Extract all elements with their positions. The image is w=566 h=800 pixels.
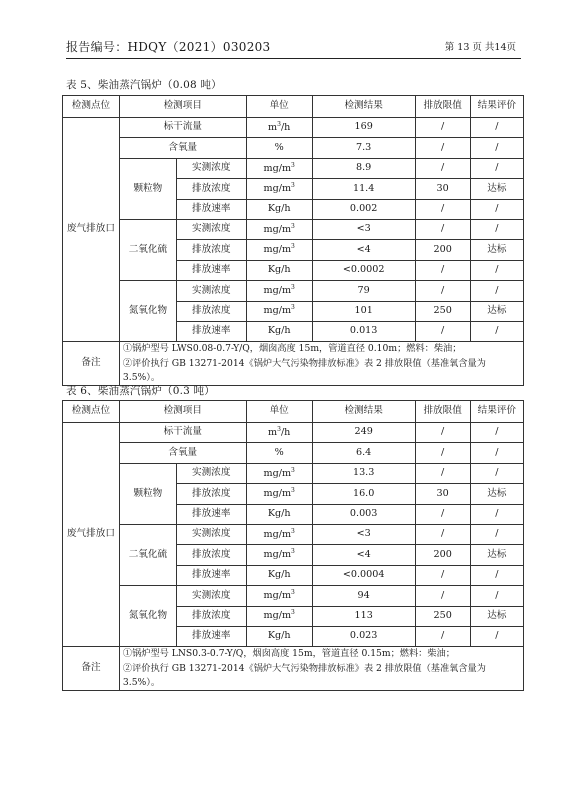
emission-table (62, 400, 524, 691)
limit-cell: / (415, 504, 470, 524)
item-emission-conc: 排放浓度 (176, 606, 246, 626)
eval-cell: 达标 (470, 179, 523, 199)
group-so2: 二氧化硫 (119, 219, 176, 280)
result-cell: <4 (312, 240, 415, 260)
item-measured: 实测浓度 (176, 158, 246, 178)
limit-cell: / (415, 138, 470, 158)
unit-superscript: 3 (291, 589, 295, 597)
result-cell: 13.3 (312, 463, 415, 483)
result-cell: 11.4 (312, 179, 415, 199)
unit-cell (246, 545, 312, 565)
unit-cell (246, 281, 312, 301)
page-header (66, 38, 516, 54)
limit-cell: / (415, 626, 470, 646)
unit-superscript: 3 (291, 243, 295, 251)
item-emission-rate: 排放速率 (176, 504, 246, 524)
remarks-text (123, 342, 523, 385)
item-emission-conc: 排放浓度 (176, 484, 246, 504)
table-row (63, 647, 524, 691)
col-header-result: 检测结果 (312, 96, 415, 118)
group-nox: 氮氧化物 (119, 281, 176, 342)
unit-label (263, 163, 294, 174)
unit-superscript: 3 (291, 548, 295, 556)
result-cell: 6.4 (312, 443, 415, 463)
eval-cell: / (470, 626, 523, 646)
unit-base: mg/m (263, 244, 292, 256)
limit-cell: / (415, 158, 470, 178)
col-header-eval: 结果评价 (470, 96, 523, 118)
eval-cell: / (470, 138, 523, 158)
item-measured: 实测浓度 (176, 524, 246, 544)
result-cell: 101 (312, 301, 415, 321)
unit-superscript: 3 (291, 222, 295, 230)
eval-cell: / (470, 565, 523, 585)
unit-cell (246, 586, 312, 606)
table-row (63, 524, 524, 544)
unit-cell (246, 524, 312, 544)
col-header-point: 检测点位 (63, 401, 120, 423)
remarks-text (123, 647, 523, 690)
limit-cell: 250 (415, 301, 470, 321)
location-cell: 废气排放口 (63, 118, 120, 342)
limit-cell: 200 (415, 545, 470, 565)
unit-label (263, 590, 294, 601)
col-header-limit: 排放限值 (415, 401, 470, 423)
unit-base: mg/m (263, 610, 292, 622)
unit-cell (246, 118, 312, 138)
unit-base: mg/m (263, 183, 292, 195)
limit-cell: / (415, 199, 470, 219)
col-header-unit: 单位 (246, 96, 312, 118)
item-emission-rate: 排放速率 (176, 260, 246, 280)
eval-cell: / (470, 423, 523, 443)
col-header-item: 检测项目 (119, 96, 246, 118)
eval-cell: / (470, 463, 523, 483)
location-cell: 废气排放口 (63, 423, 120, 647)
item-emission-conc: 排放浓度 (176, 179, 246, 199)
unit-cell (246, 158, 312, 178)
unit-label (263, 305, 294, 316)
result-cell: 113 (312, 606, 415, 626)
unit-label (263, 529, 294, 540)
group-nox: 氮氧化物 (119, 586, 176, 647)
unit-label (263, 183, 294, 194)
header-rule (66, 58, 521, 59)
page-number: 第 13 页 共14页 (444, 42, 516, 53)
result-cell: 8.9 (312, 158, 415, 178)
remarks-label: 备注 (63, 647, 120, 691)
remarks-label: 备注 (63, 342, 120, 386)
remarks-cell (119, 647, 523, 691)
eval-cell: / (470, 586, 523, 606)
eval-cell: 达标 (470, 240, 523, 260)
unit-base: mg/m (263, 162, 292, 174)
limit-cell: / (415, 443, 470, 463)
unit-cell (246, 423, 312, 443)
unit-cell: Kg/h (246, 199, 312, 219)
unit-cell (246, 179, 312, 199)
unit-label (263, 488, 294, 499)
col-header-eval: 结果评价 (470, 401, 523, 423)
unit-cell (246, 240, 312, 260)
table-row (63, 281, 524, 301)
table-row (63, 443, 524, 463)
item-measured: 实测浓度 (176, 586, 246, 606)
unit-superscript: 3 (291, 182, 295, 190)
table-row (63, 342, 524, 386)
unit-cell: % (246, 443, 312, 463)
item-emission-conc: 排放浓度 (176, 240, 246, 260)
remark-line: ②评价执行 GB 13271-2014《锅炉大气污染物排放标准》表 2 排放限值（基准氧含量为 3.5%）。 (122, 357, 486, 383)
eval-cell: / (470, 504, 523, 524)
result-cell: 79 (312, 281, 415, 301)
limit-cell: 200 (415, 240, 470, 260)
col-header-item: 检测项目 (119, 401, 246, 423)
unit-cell: Kg/h (246, 260, 312, 280)
unit-base: m (268, 426, 278, 438)
limit-cell: / (415, 219, 470, 239)
eval-cell: 达标 (470, 545, 523, 565)
item-oxygen: 含氧量 (119, 443, 246, 463)
result-cell: 94 (312, 586, 415, 606)
col-header-point: 检测点位 (63, 96, 120, 118)
result-cell: 0.002 (312, 199, 415, 219)
item-measured: 实测浓度 (176, 281, 246, 301)
eval-cell: / (470, 118, 523, 138)
unit-cell: % (246, 138, 312, 158)
table-row (63, 401, 524, 423)
item-oxygen: 含氧量 (119, 138, 246, 158)
unit-superscript: 3 (291, 466, 295, 474)
unit-superscript: 3 (291, 284, 295, 292)
result-cell: 0.003 (312, 504, 415, 524)
unit-cell: Kg/h (246, 321, 312, 341)
limit-cell: / (415, 281, 470, 301)
table-caption: 表 5、柴油蒸汽锅炉（0.08 吨） (66, 79, 222, 91)
unit-cell (246, 484, 312, 504)
eval-cell: / (470, 158, 523, 178)
unit-label (263, 244, 294, 255)
item-flow: 标干流量 (119, 423, 246, 443)
table-row (63, 96, 524, 118)
item-emission-conc: 排放浓度 (176, 545, 246, 565)
item-emission-rate: 排放速率 (176, 626, 246, 646)
table-caption: 表 6、柴油蒸汽锅炉（0.3 吨） (66, 385, 215, 397)
result-cell: 0.013 (312, 321, 415, 341)
unit-base: m (268, 121, 278, 133)
table-row (63, 158, 524, 178)
result-cell: <4 (312, 545, 415, 565)
limit-cell: / (415, 524, 470, 544)
unit-base: mg/m (263, 305, 292, 317)
unit-label (263, 468, 294, 479)
unit-cell (246, 463, 312, 483)
item-flow: 标干流量 (119, 118, 246, 138)
eval-cell: 达标 (470, 301, 523, 321)
emission-table (62, 95, 524, 386)
eval-cell: / (470, 199, 523, 219)
result-cell: <3 (312, 524, 415, 544)
result-cell: 169 (312, 118, 415, 138)
limit-cell: / (415, 565, 470, 585)
limit-cell: 250 (415, 606, 470, 626)
result-cell: <0.0004 (312, 565, 415, 585)
unit-base: mg/m (263, 285, 292, 297)
item-measured: 实测浓度 (176, 219, 246, 239)
table-row (63, 423, 524, 443)
item-emission-conc: 排放浓度 (176, 301, 246, 321)
unit-superscript: 3 (291, 527, 295, 535)
unit-base: mg/m (263, 467, 292, 479)
table-row (63, 586, 524, 606)
unit-tail: /h (280, 121, 291, 133)
unit-base: mg/m (263, 528, 292, 540)
unit-base: mg/m (263, 488, 292, 500)
table-row (63, 118, 524, 138)
limit-cell: / (415, 321, 470, 341)
eval-cell: 达标 (470, 606, 523, 626)
item-emission-rate: 排放速率 (176, 199, 246, 219)
limit-cell: / (415, 463, 470, 483)
unit-superscript: 3 (277, 120, 281, 128)
report-number: 报告编号：HDQY（2021）030203 (66, 40, 271, 54)
unit-superscript: 3 (291, 161, 295, 169)
unit-label (263, 610, 294, 621)
eval-cell: / (470, 321, 523, 341)
unit-label (263, 285, 294, 296)
unit-tail: /h (280, 426, 291, 438)
limit-cell: / (415, 423, 470, 443)
eval-cell: / (470, 524, 523, 544)
table-row (63, 138, 524, 158)
result-cell: 16.0 (312, 484, 415, 504)
unit-label (268, 122, 290, 133)
unit-base: mg/m (263, 223, 292, 235)
table-row (63, 463, 524, 483)
limit-cell: 30 (415, 484, 470, 504)
unit-superscript: 3 (291, 304, 295, 312)
item-measured: 实测浓度 (176, 463, 246, 483)
unit-cell (246, 219, 312, 239)
group-so2: 二氧化硫 (119, 524, 176, 585)
limit-cell: / (415, 586, 470, 606)
eval-cell: / (470, 281, 523, 301)
col-header-result: 检测结果 (312, 401, 415, 423)
limit-cell: 30 (415, 179, 470, 199)
item-emission-rate: 排放速率 (176, 321, 246, 341)
unit-cell: Kg/h (246, 565, 312, 585)
unit-label (263, 549, 294, 560)
result-cell: <3 (312, 219, 415, 239)
unit-base: mg/m (263, 549, 292, 561)
result-cell: 249 (312, 423, 415, 443)
unit-cell: Kg/h (246, 626, 312, 646)
eval-cell: / (470, 443, 523, 463)
result-cell: 7.3 (312, 138, 415, 158)
limit-cell: / (415, 118, 470, 138)
eval-cell: 达标 (470, 484, 523, 504)
eval-cell: / (470, 219, 523, 239)
remark-line: ②评价执行 GB 13271-2014《锅炉大气污染物排放标准》表 2 排放限值（基准氧含量为 3.5%）。 (122, 662, 486, 688)
remarks-cell (119, 342, 523, 386)
remark-line: ①锅炉型号 LWS0.08-0.7-Y/Q，烟囱高度 15m，管道直径 0.10m；燃料：柴油； (122, 343, 462, 355)
unit-superscript: 3 (277, 425, 281, 433)
table-row (63, 219, 524, 239)
item-emission-rate: 排放速率 (176, 565, 246, 585)
remark-line: ①锅炉型号 LNS0.3-0.7-Y/Q，烟囱高度 15m，管道直径 0.15m；燃料：柴油； (122, 648, 455, 660)
result-cell: 0.023 (312, 626, 415, 646)
group-particulate: 颗粒物 (119, 463, 176, 524)
eval-cell: / (470, 260, 523, 280)
unit-label (268, 427, 290, 438)
group-particulate: 颗粒物 (119, 158, 176, 219)
unit-superscript: 3 (291, 487, 295, 495)
unit-cell (246, 606, 312, 626)
unit-label (263, 224, 294, 235)
result-cell: <0.0002 (312, 260, 415, 280)
col-header-unit: 单位 (246, 401, 312, 423)
unit-base: mg/m (263, 590, 292, 602)
unit-cell (246, 301, 312, 321)
col-header-limit: 排放限值 (415, 96, 470, 118)
unit-cell: Kg/h (246, 504, 312, 524)
limit-cell: / (415, 260, 470, 280)
unit-superscript: 3 (291, 609, 295, 617)
